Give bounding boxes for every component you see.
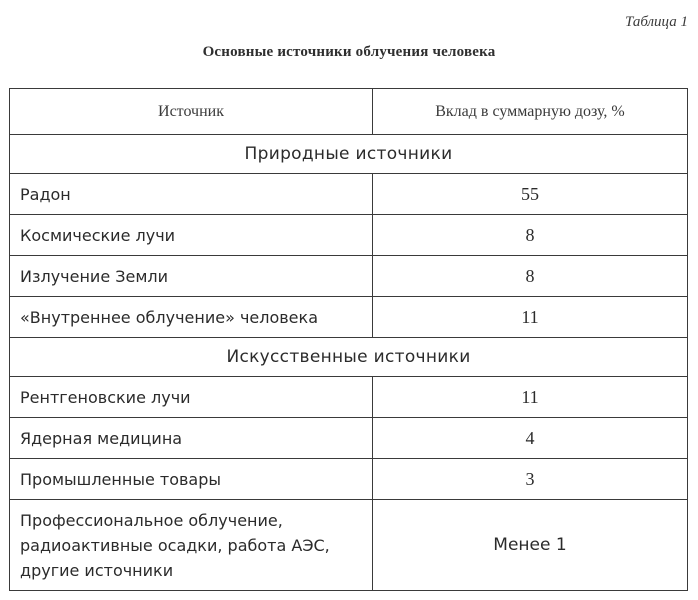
table-row bbox=[10, 418, 688, 459]
source-cell: «Внутреннее облучение» человека bbox=[10, 297, 373, 338]
section-row-artificial bbox=[10, 338, 688, 377]
source-cell: Радон bbox=[10, 174, 373, 215]
source-cell: Космические лучи bbox=[10, 215, 373, 256]
table-row bbox=[10, 377, 688, 418]
table-label: Таблица 1 bbox=[625, 14, 688, 30]
table-row bbox=[10, 256, 688, 297]
value-cell: 8 bbox=[373, 215, 688, 256]
source-cell: Рентгеновские лучи bbox=[10, 377, 373, 418]
value-cell: Менее 1 bbox=[373, 500, 688, 591]
value-cell: 11 bbox=[373, 297, 688, 338]
value-cell: 11 bbox=[373, 377, 688, 418]
value-cell: 3 bbox=[373, 459, 688, 500]
source-cell: Промышленные товары bbox=[10, 459, 373, 500]
value-cell: 4 bbox=[373, 418, 688, 459]
source-cell: Ядерная медицина bbox=[10, 418, 373, 459]
column-header-contribution: Вклад в суммарную дозу, % bbox=[373, 89, 688, 135]
value-cell: 55 bbox=[373, 174, 688, 215]
section-heading: Природные источники bbox=[10, 135, 688, 174]
source-cell: Профессиональное облучение, радиоактивные осадки, работа АЭС, другие источники bbox=[10, 500, 373, 591]
table-row bbox=[10, 215, 688, 256]
table-row bbox=[10, 500, 688, 591]
source-cell: Излучение Земли bbox=[10, 256, 373, 297]
section-heading: Искусственные источники bbox=[10, 338, 688, 377]
radiation-sources-table bbox=[9, 88, 688, 591]
column-header-source: Источник bbox=[10, 89, 373, 135]
table-title: Основные источники облучения человека bbox=[202, 44, 496, 60]
table-row bbox=[10, 297, 688, 338]
value-cell: 8 bbox=[373, 256, 688, 297]
table-row bbox=[10, 459, 688, 500]
section-row-natural bbox=[10, 135, 688, 174]
table-row bbox=[10, 174, 688, 215]
header-row bbox=[10, 89, 688, 135]
